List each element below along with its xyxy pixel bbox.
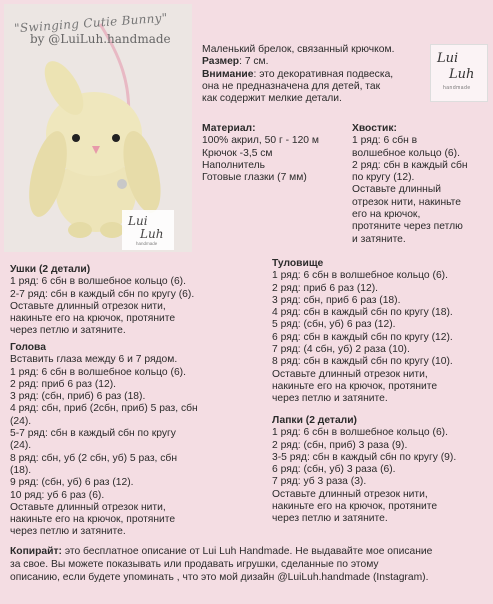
photo-title: "Swinging Cutie Bunny" [13, 10, 169, 36]
head-title: Голова [10, 342, 46, 353]
head-line: 1 ряд: 6 сбн в волшебное кольцо (6). [10, 366, 186, 378]
body-line: накиньте его на крючок, протяните [272, 380, 438, 392]
photo-logo-line2: Luh [140, 227, 164, 241]
photo-logo-line1: Lui [128, 214, 148, 228]
photo-logo [122, 210, 174, 250]
head-line: накиньте его на крючок, протяните [10, 514, 176, 526]
tail-line: 2 ряд: сбн в каждый сбн [352, 159, 468, 171]
tail-title: Хвостик: [352, 123, 397, 134]
paws-line: 3-5 ряд: сбн в каждый сбн по кругу (9). [272, 451, 457, 463]
ears-title: Ушки (2 детали) [10, 264, 91, 275]
head-line: 2 ряд: приб 6 раз (12). [10, 378, 116, 390]
tail-line: по кругу (12). [352, 172, 415, 184]
paws-line: 2 ряд: (сбн, приб) 3 раза (9). [272, 439, 408, 451]
body-section [272, 258, 453, 406]
head-line: через петлю и затяните. [10, 526, 126, 538]
head-line: 8 ряд: сбн, уб (2 сбн, уб) 5 раз, сбн [10, 452, 178, 464]
tail-section [352, 123, 468, 246]
tail-line: 1 ряд: 6 сбн в [352, 135, 418, 147]
material-line: Наполнитель [202, 159, 266, 171]
material-line: Готовые глазки (7 мм) [202, 172, 307, 184]
body-line: 1 ряд: 6 сбн в волшебное кольцо (6). [272, 270, 448, 282]
tail-line: волшебное кольцо (6). [352, 147, 460, 159]
tail-line: его на крючок, [352, 209, 421, 221]
head-line: 5-7 ряд: сбн в каждый сбн по кругу [10, 428, 176, 440]
tail-line: Оставьте длинный [352, 184, 441, 196]
body-line: Оставьте длинный отрезок нити, [272, 368, 428, 380]
body-title: Туловище [272, 258, 324, 269]
head-line: (24). [10, 440, 32, 452]
tail-line: протяните через петлю [352, 221, 463, 233]
ears-section [10, 264, 194, 338]
paws-line: 6 ряд: (сбн, уб) 3 раза (6). [272, 464, 396, 476]
material-line: Крючок -3,5 см [202, 147, 273, 159]
body-line: 5 ряд: (сбн, уб) 6 раз (12). [272, 319, 396, 331]
body-line: 7 ряд: (4 сбн, уб) 2 раза (10). [272, 344, 410, 356]
head-line: (24). [10, 415, 32, 427]
material-section [202, 123, 319, 184]
intro-line: как содержит мелкие детали. [202, 93, 342, 105]
photo-author: by @LuiLuh.handmade [30, 32, 171, 46]
paws-title: Лапки (2 детали) [272, 415, 357, 426]
tail-line: и затяните. [352, 233, 406, 245]
body-line: 3 ряд: сбн, приб 6 раз (18). [272, 294, 401, 306]
material-line: 100% акрил, 50 г - 120 м [202, 135, 319, 147]
logo-line3: handmade [443, 85, 471, 91]
intro-block [202, 44, 394, 105]
paws-line: накиньте его на крючок, протяните [272, 501, 438, 513]
head-section [10, 342, 198, 539]
paws-line: 7 ряд: уб 3 раза (3). [272, 476, 367, 488]
body-line: 4 ряд: сбн в каждый сбн по кругу (18). [272, 307, 453, 319]
bunny-photo [4, 4, 192, 252]
head-line: Вставить глаза между 6 и 7 рядом. [10, 354, 178, 366]
body-line: 6 ряд: сбн в каждый сбн по кругу (12). [272, 331, 453, 343]
copyright-block [10, 546, 432, 584]
copyright-line1: Копирайт: это бесплатное описание от Lui Luh Handmade. Не выдавайте мое описание [10, 546, 433, 557]
body-line: через петлю и затяните. [272, 393, 388, 405]
photo-logo-line3: handmade [136, 241, 158, 246]
ears-line: через петлю и затяните. [10, 325, 126, 337]
brand-logo [430, 44, 488, 102]
head-line: 10 ряд: уб 6 раз (6). [10, 489, 105, 501]
intro-line: она не предназначена для детей, так [202, 80, 381, 92]
intro-warning: Внимание: это декоративная подвеска, [202, 68, 394, 80]
tail-line: отрезок нити, накиньте [352, 196, 462, 208]
ears-line: 2-7 ряд: сбн в каждый сбн по кругу (6). [10, 288, 195, 300]
body-line: 2 ряд: приб 6 раз (12). [272, 282, 378, 294]
paws-section [272, 415, 456, 526]
ears-line: 1 ряд: 6 сбн в волшебное кольцо (6). [10, 276, 186, 288]
logo-line2: Luh [449, 67, 475, 82]
head-line: 4 ряд: сбн, приб (2сбн, приб) 5 раз, сбн [10, 403, 198, 415]
logo-line1: Lui [437, 51, 459, 66]
paws-line: через петлю и затяните. [272, 513, 388, 525]
ears-line: накиньте его на крючок, протяните [10, 313, 176, 325]
head-line: 9 ряд: (сбн, уб) 6 раз (12). [10, 477, 134, 489]
paws-line: 1 ряд: 6 сбн в волшебное кольцо (6). [272, 427, 448, 439]
paws-line: Оставьте длинный отрезок нити, [272, 488, 428, 500]
head-line: (18). [10, 464, 32, 476]
copyright-line2: за свое. Вы можете показывать или продавать игрушки, сделанные по этому [10, 558, 379, 570]
material-title: Материал: [202, 123, 256, 134]
intro-size: Размер: 7 см. [202, 56, 269, 68]
ears-line: Оставьте длинный отрезок нити, [10, 300, 166, 312]
copyright-line3: описанию, если будете упоминать , что это мой дизайн @LuiLuh.handmade (Instagram). [10, 571, 429, 583]
head-line: Оставьте длинный отрезок нити, [10, 501, 166, 513]
body-line: 8 ряд: сбн в каждый сбн по кругу (10). [272, 356, 453, 368]
head-line: 3 ряд: (сбн, приб) 6 раз (18). [10, 391, 146, 403]
intro-line: Маленький брелок, связанный крючком. [202, 44, 395, 55]
